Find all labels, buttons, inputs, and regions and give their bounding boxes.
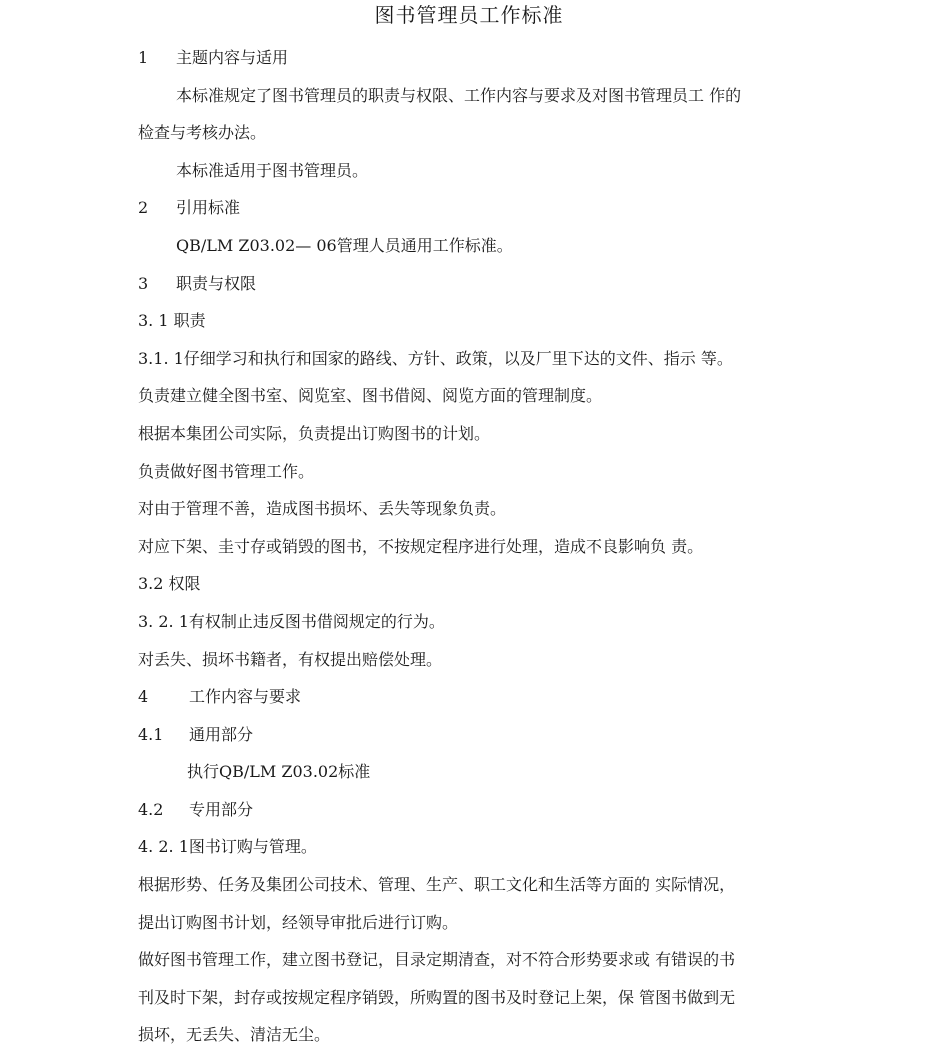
subsection-heading: 3.2 权限 (138, 574, 201, 594)
section-title: 工作内容与要求 (189, 687, 302, 707)
section-title: 主题内容与适用 (176, 48, 289, 67)
paragraph-line: 根据本集团公司实际，负责提出订购图书的计划。 (138, 423, 491, 443)
section-number: 4 (138, 687, 149, 707)
paragraph-line: 负责做好图书管理工作。 (138, 461, 315, 481)
section-title: 职责与权限 (176, 273, 257, 293)
document-body (138, 42, 798, 1057)
paragraph-line: 做好图书管理工作，建立图书登记，目录定期清查，对不符合形势要求或 有错误的书 (138, 950, 736, 970)
paragraph-line: 3.1. 1仔细学习和执行和国家的路线、方针、政策，以及厂里下达的文件、指示 等。 (138, 348, 733, 368)
paragraph-line: 4. 2. 1图书订购与管理。 (138, 837, 317, 857)
section-number: 4.1 (138, 724, 164, 744)
section-number: 4.2 (138, 799, 164, 819)
paragraph-line: 本标准规定了图书管理员的职责与权限、工作内容与要求及对图书管理员工 作的 (176, 85, 742, 105)
paragraph-line: 对由于管理不善，造成图书损坏、丢失等现象负责。 (138, 499, 507, 519)
paragraph-line: 本标准适用于图书管理员。 (176, 160, 369, 180)
paragraph-line: 执行QB/LM Z03.02标准 (187, 762, 371, 782)
paragraph-line: 提出订购图书计划，经领导审批后进行订购。 (138, 912, 459, 932)
paragraph-line: QB/LM Z03.02— 06管理人员通用工作标准。 (176, 235, 513, 255)
paragraph-line: 根据形势、任务及集团公司技术、管理、生产、职工文化和生活等方面的 实际情况， (138, 875, 736, 895)
paragraph-line: 刊及时下架，封存或按规定程序销毁，所购置的图书及时登记上架，保 管图书做到无 (138, 987, 736, 1007)
paragraph-line: 损坏，无丢失、清洁无尘。 (138, 1025, 331, 1045)
paragraph-line: 对丢失、损坏书籍者，有权提出赔偿处理。 (138, 649, 443, 669)
document-title: 图书管理员工作标准 (374, 3, 564, 27)
section-number: 1 (138, 48, 149, 67)
section-number: 2 (138, 198, 149, 218)
paragraph-line: 负责建立健全图书室、阅览室、图书借阅、阅览方面的管理制度。 (138, 386, 603, 406)
subsection-heading: 3. 1 职责 (138, 311, 206, 331)
paragraph-line: 对应下架、圭寸存或销毁的图书，不按规定程序进行处理，造成不良影响负 责。 (138, 536, 704, 556)
section-heading-3 (138, 268, 798, 306)
paragraph-line: 检查与考核办法。 (138, 123, 267, 143)
section-title: 通用部分 (189, 724, 254, 744)
section-heading-1 (138, 42, 798, 80)
subsection-heading (138, 794, 798, 832)
section-heading-2 (138, 192, 798, 230)
paragraph-line: 3. 2. 1有权制止违反图书借阅规定的行为。 (138, 611, 445, 631)
section-title: 专用部分 (189, 799, 254, 819)
section-heading-4 (138, 681, 798, 719)
subsection-heading (138, 719, 798, 757)
section-number: 3 (138, 273, 149, 293)
section-title: 引用标准 (176, 198, 241, 218)
